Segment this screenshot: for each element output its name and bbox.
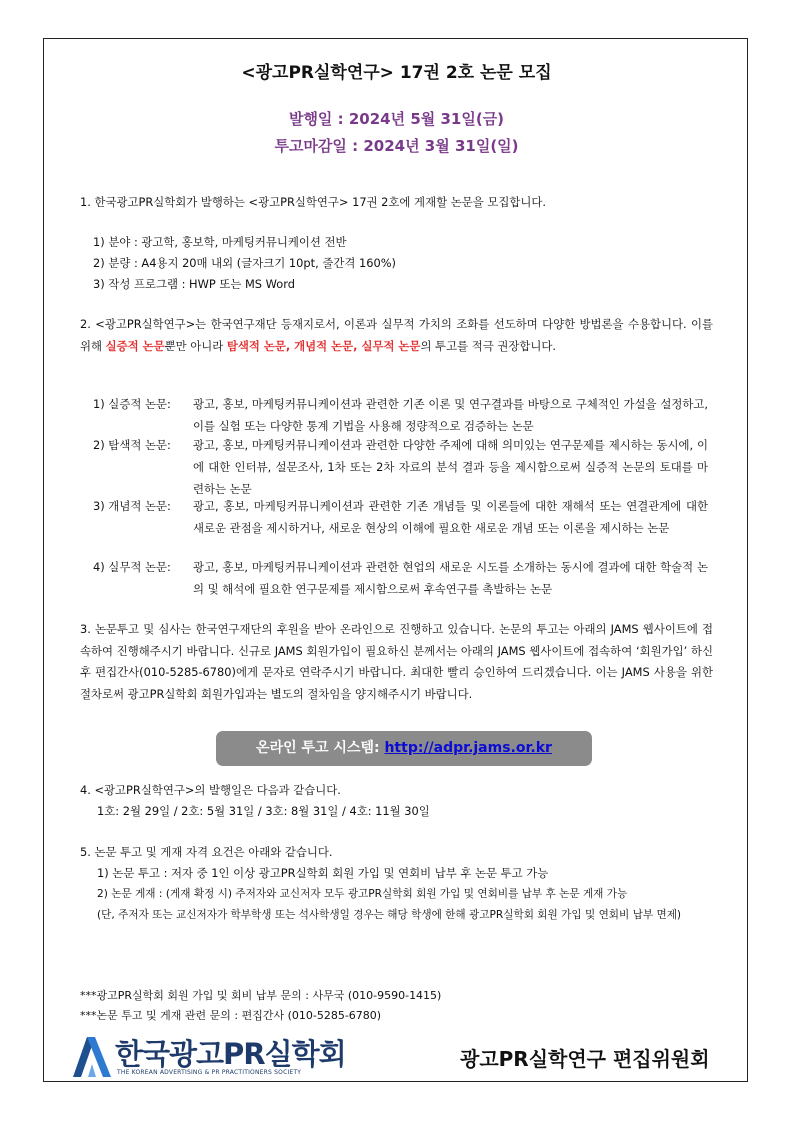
paper-type-practical [93,556,713,600]
paper-type-label: 1) 실증적 논문: [93,397,171,411]
society-name-english: THE KOREAN ADVERTISING & PR PRACTITIONERS SOCIETY [117,1069,302,1076]
online-submission-label: 온라인 투고 시스템: [256,740,380,756]
section-3-text: 3. 논문투고 및 심사는 한국연구재단의 후원을 받아 온라인으로 진행하고 있습니다. 논문의 투고는 아래의 JAMS 웹사이트에 접속하여 진행해주시기 바랍니다. 신규로 JAMS 회원가입이 필요하신 분께서는 아래의 JAMS 웹사이트에 접속하여 ‘회원가입’ 하신 후 편집간사(010-5285-6780)에게 문자로 연락주시기 바랍니다. 최대한 빨리 승인하여 드리겠습니다. 이는 JAMS 사용을 위한 절차로써 광고PR실학회 회원가입과는 별도의 절차임을 양지해주시기 바랍니다. [80,622,713,701]
s1-item-program: 3) 작성 프로그램 : HWP 또는 MS Word [93,277,295,291]
section-2-text: 2. <광고PR실학연구>는 한국연구재단 등재지로서, 이론과 실무적 가치의 조화를 선도하며 다양한 방법론을 수용합니다. 이를 위해 실증적 논문뿐만 아니라 탐색적 논문, 개념적 논문, 실무적 논문의 투고를 적극 권장합니다. [80,317,713,353]
contact-editorial: ***논문 투고 및 게재 관련 문의 : 편집간사 (010-5285-6780) [80,1009,382,1022]
online-submission-banner [216,731,592,766]
paper-type-label: 4) 실무적 논문: [93,560,171,574]
society-name-korean: 한국광고PR실학회 [115,1037,346,1071]
paper-type-description: 광고, 홍보, 마케팅커뮤니케이션과 관련한 현업의 새로운 시도를 소개하는 동시에 결과에 대한 학술적 논의 및 해석에 필요한 연구문제를 제시함으로써 후속연구를 촉발하는 논문 [193,560,708,596]
paper-type-empirical [93,393,713,437]
s1-item-length: 2) 분량 : A4용지 20매 내외 (글자크기 10pt, 줄간격 160%) [93,256,396,270]
paper-type-description: 광고, 홍보, 마케팅커뮤니케이션과 관련한 기존 이론 및 연구결과를 바탕으로 구체적인 가설을 설정하고, 이를 실험 또는 다양한 통계 기법을 사용해 정량적으로 검증하는 논문 [193,397,708,433]
paper-type-label: 3) 개념적 논문: [93,499,171,513]
s1-item-field: 1) 분야 : 광고학, 홍보학, 마케팅커뮤니케이션 전반 [93,235,347,249]
empirical-paper-highlight: 실증적 논문 [105,339,165,353]
paper-type-description: 광고, 홍보, 마케팅커뮤니케이션과 관련한 기존 개념들 및 이론들에 대한 재해석 또는 연결관계에 대한 새로운 관점을 제시하거나, 새로운 현상의 이해에 필요한 새로운 개념 또는 이론을 제시하는 논문 [193,499,708,535]
section-5-text: 5. 논문 투고 및 게재 자격 요건은 아래와 같습니다. [80,845,333,859]
s5-item-exemption-note: (단, 주저자 또는 교신저자가 학부학생 또는 석사학생일 경우는 해당 학생에 한해 광고PR실학회 회원 가입 및 연회비 납부 면제) [97,909,682,921]
s5-item-publication: 2) 논문 게재 : (게재 확정 시) 주저자와 교신저자 모두 광고PR실학회 회원 가입 및 연회비를 납부 후 논문 게재 가능 [97,888,628,900]
page-title: <광고PR실학연구> 17권 2호 논문 모집 [241,63,552,83]
section-4-text: 4. <광고PR실학연구>의 발행일은 다음과 같습니다. [80,783,341,797]
paper-type-conceptual [93,495,713,561]
jams-link[interactable]: http://adpr.jams.or.kr [384,740,552,756]
submission-deadline: 투고마감일 : 2024년 3월 31일(일) [274,137,519,155]
section-1-text: 1. 한국광고PR실학회가 발행하는 <광고PR실학연구> 17권 2호에 게재할 논문을 모집합니다. [80,195,546,209]
paper-type-exploratory [93,434,713,500]
publish-date: 발행일 : 2024년 5월 31일(금) [288,110,505,128]
issue-dates: 1호: 2월 29일 / 2호: 5월 31일 / 3호: 8월 31일 / 4호: 11월 30일 [97,804,430,818]
contact-membership: ***광고PR실학회 회원 가입 및 회비 납부 문의 : 사무국 (010-9590-1415) [80,989,442,1002]
s5-item-submission: 1) 논문 투고 : 저자 중 1인 이상 광고PR실학회 회원 가입 및 연회비 납부 후 논문 투고 가능 [97,866,549,880]
society-logo-icon [73,1037,111,1077]
other-paper-types-highlight: 탐색적 논문, 개념적 논문, 실무적 논문 [226,339,421,353]
paper-type-label: 2) 탐색적 논문: [93,438,171,452]
editorial-board: 광고PR실학연구 편집위원회 [460,1047,710,1071]
paper-type-description: 광고, 홍보, 마케팅커뮤니케이션과 관련한 다양한 주제에 대해 의미있는 연구문제를 제시하는 동시에, 이에 대한 인터뷰, 설문조사, 1차 또는 2차 자료의 분석 결과 등을 제시함으로써 실증적 논문의 토대를 마련하는 논문 [193,438,708,496]
